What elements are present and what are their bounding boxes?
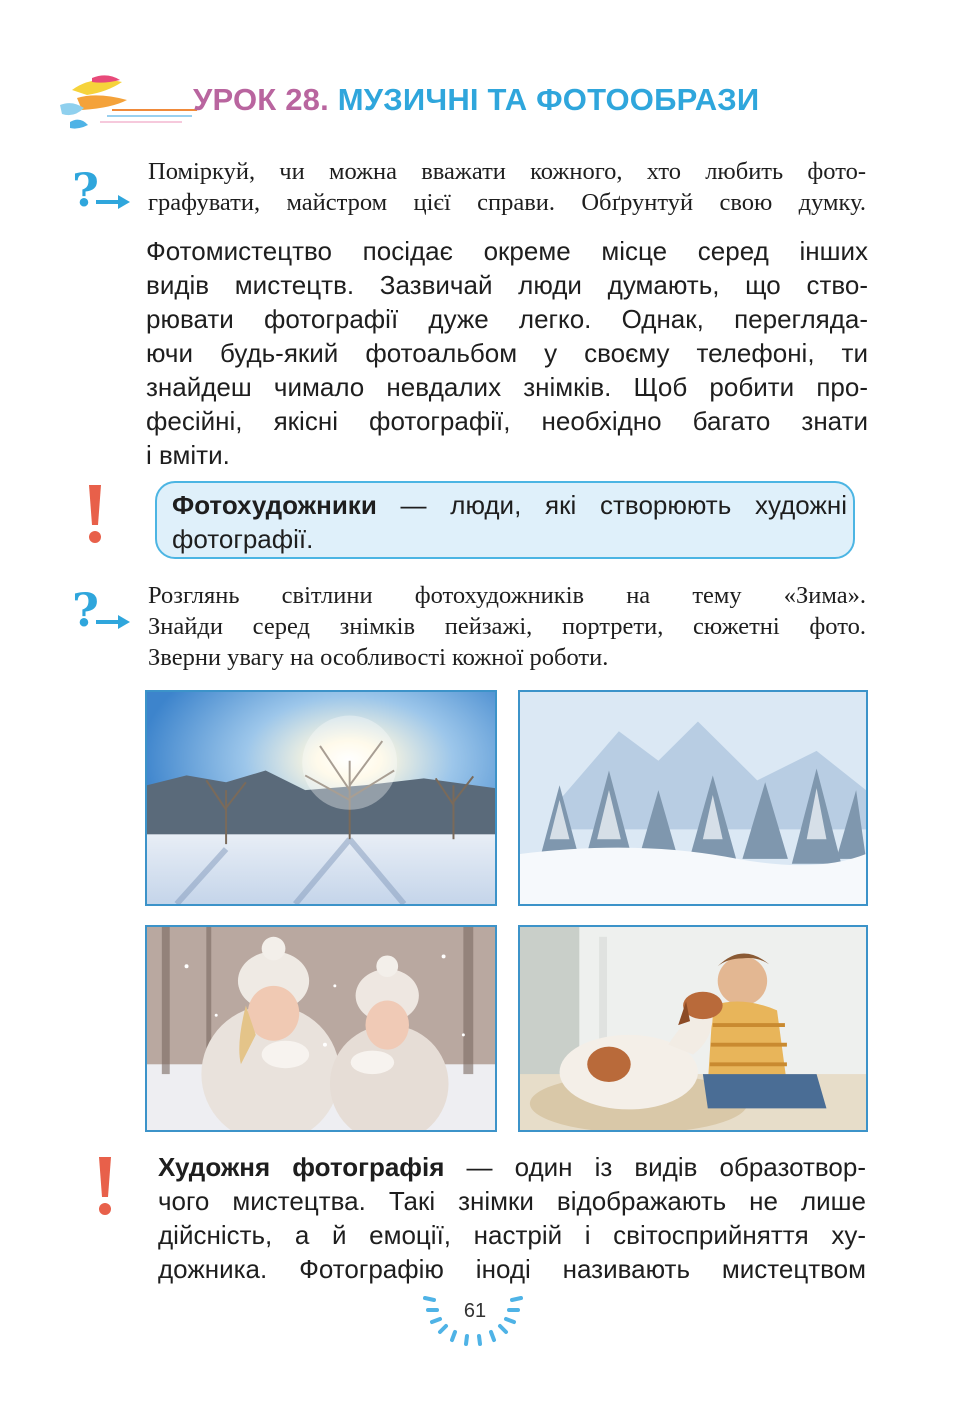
page-number: 61: [463, 1300, 487, 1322]
definition-photo-artists: Фотохудожники — люди, які створюють художні фотографії.: [172, 490, 847, 554]
photo-winter-sun-trees: [145, 690, 497, 906]
photo-girls-blowing-snow: [145, 925, 497, 1132]
task-question-2: Розглянь світлини фотохудожників на тему «Зима». Знайди серед знімків пейзажі, портрети, сюжетні фото. Зверни увагу на особливості кожної роботи.: [148, 582, 866, 671]
svg-text:?: ?: [72, 163, 99, 217]
photo-snowy-forest: [518, 690, 868, 906]
exclamation-icon: [84, 483, 106, 545]
question-arrow-icon: [70, 582, 134, 640]
definition-term: Фотохудожники: [172, 490, 377, 520]
lesson-title: МУЗИЧНІ ТА ФОТООБРАЗИ: [337, 82, 760, 117]
lesson-number: УРОК 28.: [193, 82, 329, 117]
definition-art-photography: Художня фотографія — один із видів образотвор- чого мистецтва. Такі знімки відображають не лише дійсність, а й емоції, настрій і світосприйняття ху- дожника. Фотографію іноді називають мистецтвом: [158, 1152, 866, 1284]
page-title: [193, 82, 759, 118]
task-question-1: Поміркуй, чи можна вважати кожного, хто любить фото- графувати, майстром цієї справи. Обґрунтуй свою думку.: [148, 158, 866, 216]
exclamation-icon: [94, 1155, 116, 1217]
svg-text:?: ?: [72, 583, 99, 637]
brush-stroke-icon: [52, 70, 202, 140]
photo-boy-with-dog: [518, 925, 868, 1132]
definition-term: Художня фотографія: [158, 1152, 445, 1182]
paragraph-photo-art: Фотомистецтво посідає окреме місце серед інших видів мистецтв. Зазвичай люди думають, що ство- рювати фотографії дуже легко. Однак, перегляда- ючи будь-який фотоальбом у своєму телефоні, ти знайдеш чимало невдалих знімків. Щоб робити про- фесійні, якісні фотографії, необхідно багато знати і вміти.: [146, 236, 868, 470]
question-arrow-icon: [70, 162, 134, 220]
